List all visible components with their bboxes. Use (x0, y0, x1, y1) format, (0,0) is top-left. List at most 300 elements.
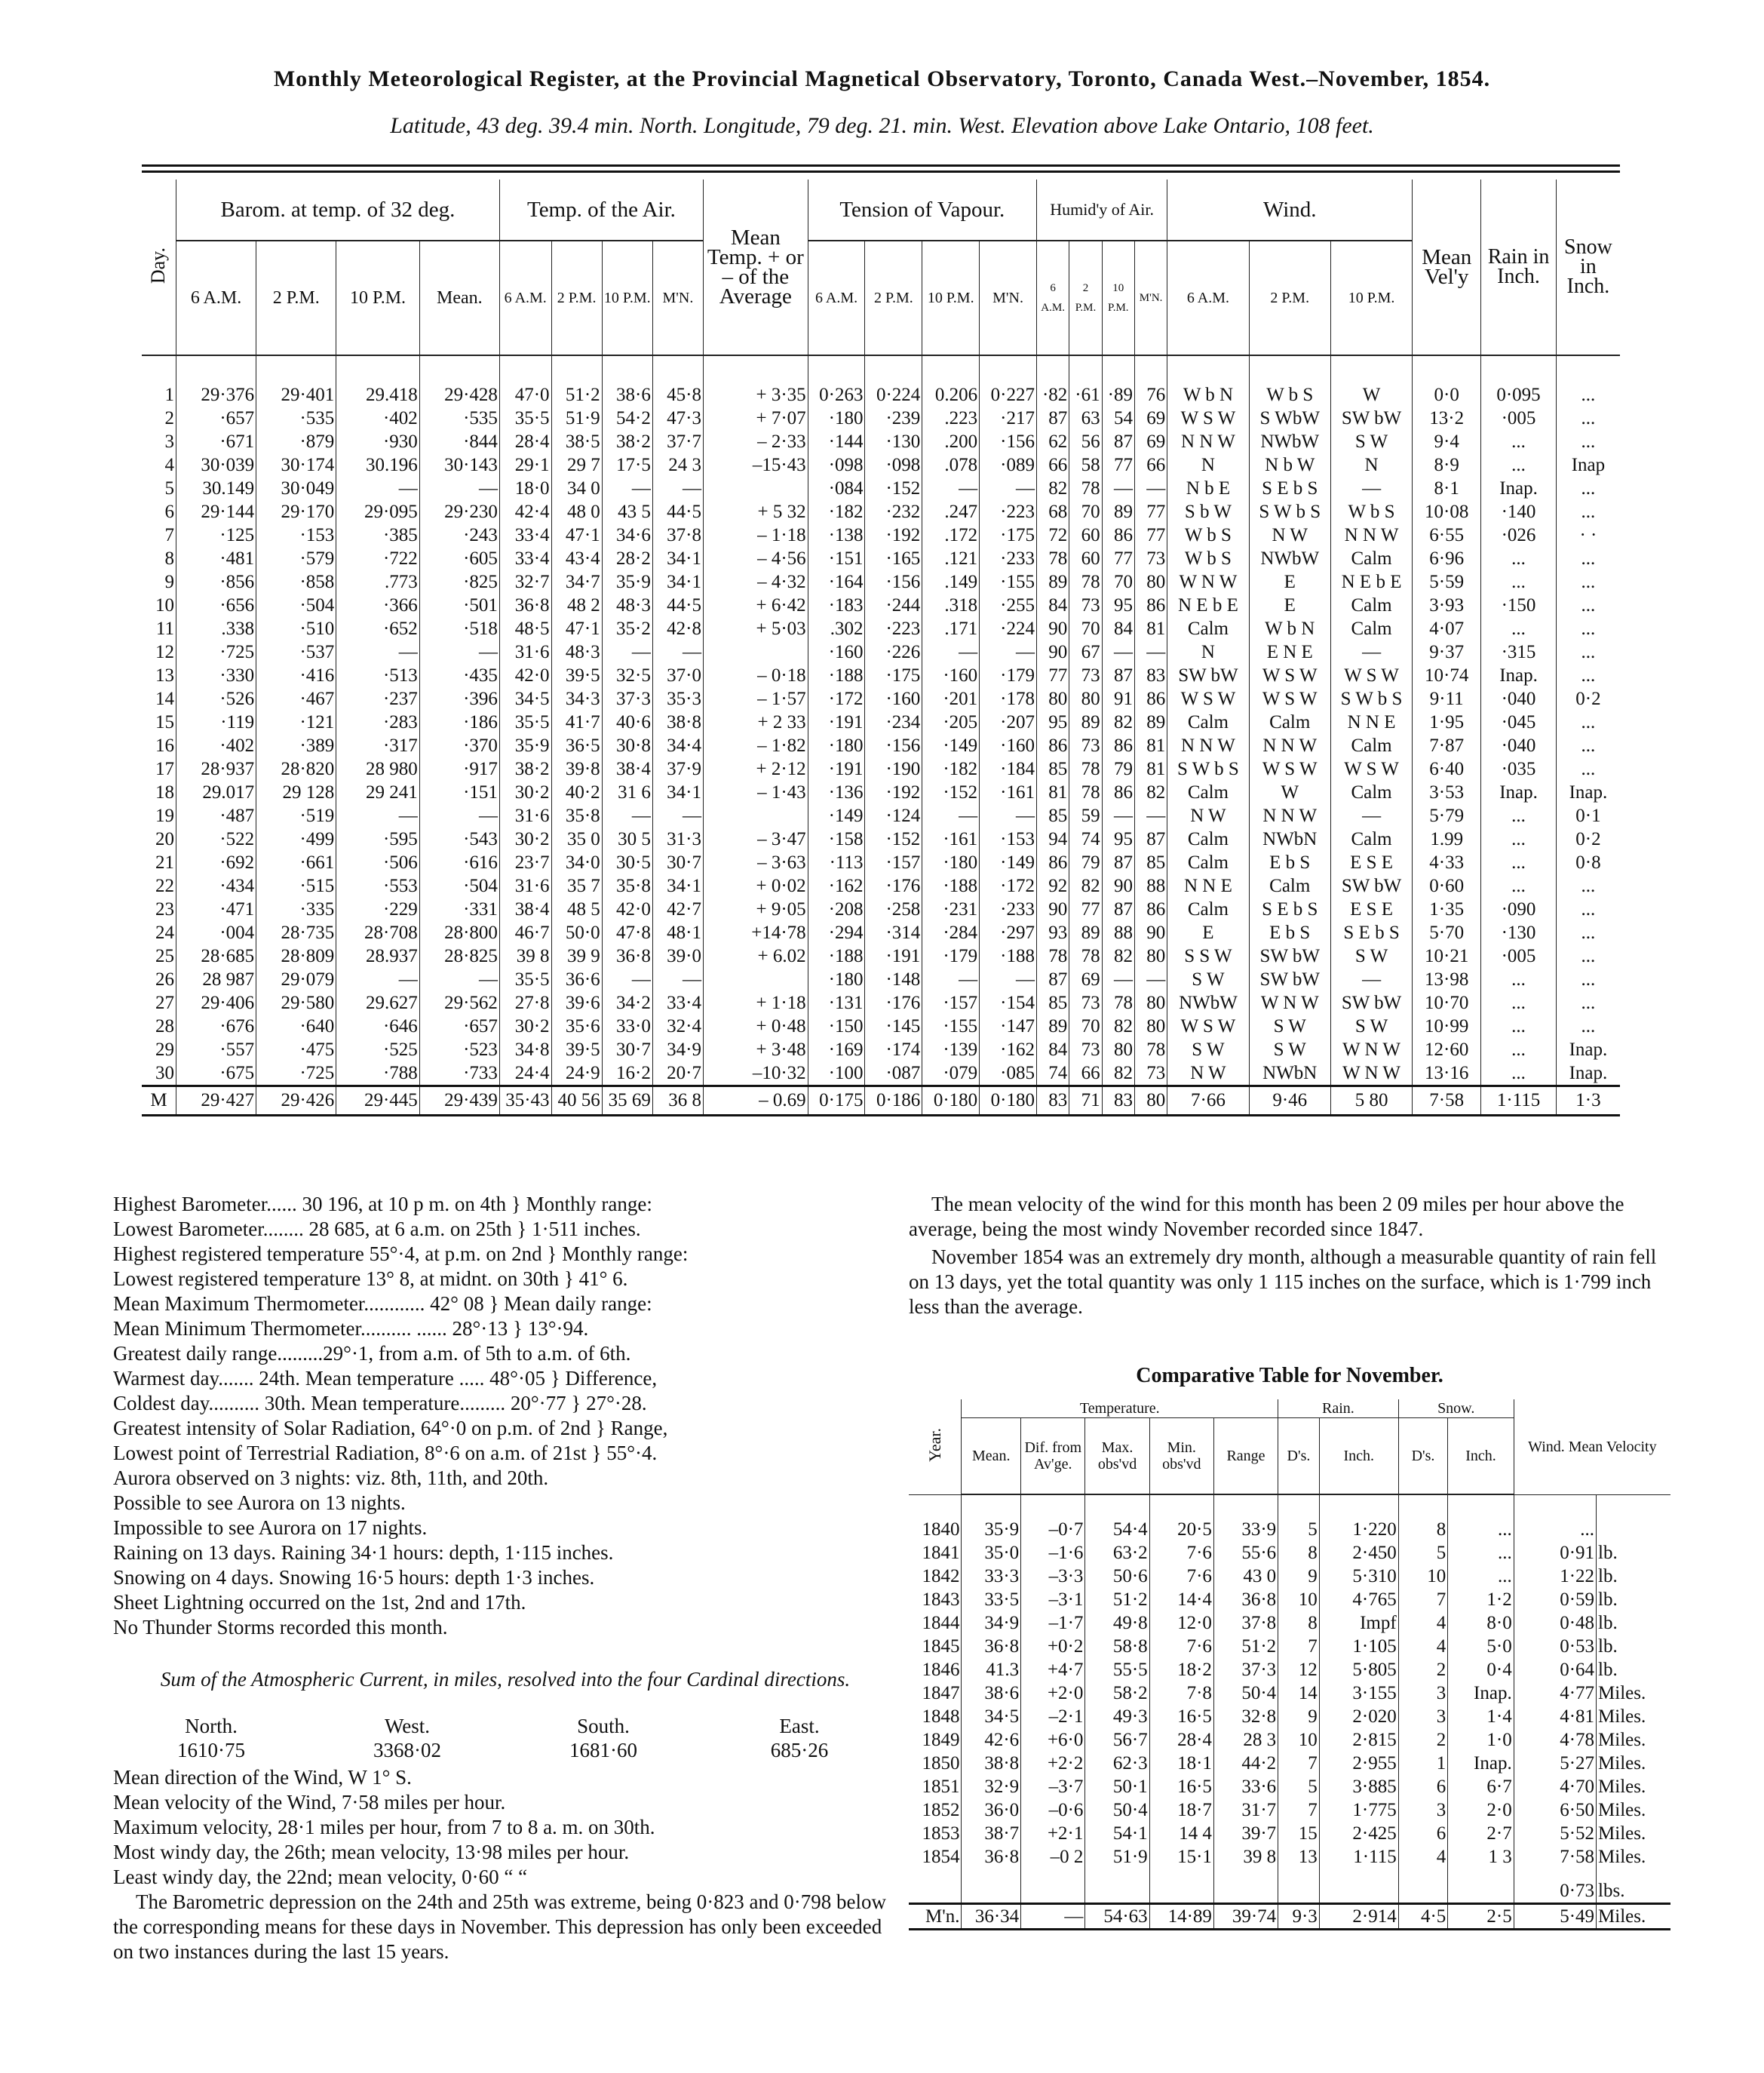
table-cell: 18·0 (499, 477, 551, 500)
note-line: Snowing on 4 days. Snowing 16·5 hours: depth 1·3 inches. (113, 1566, 595, 1589)
note-line: Raining on 13 days. Raining 34·1 hours: depth, 1·115 inches. (113, 1541, 614, 1564)
table-cell: ·153 (256, 524, 336, 547)
table-cell: ·506 (336, 851, 419, 874)
table-cell: – 0·18 (704, 664, 808, 687)
register-body (142, 355, 1620, 1116)
table-cell: 38·6 (602, 355, 652, 407)
comp-mean-cell: 2·914 (1319, 1904, 1398, 1930)
comp-cell: 1846 (922, 1660, 960, 1680)
table-cell: Inap. (1481, 477, 1557, 500)
table-cell: .200 (922, 430, 980, 453)
table-cell: .171 (922, 617, 980, 640)
top-rule (142, 164, 1620, 167)
table-row (142, 640, 1620, 664)
table-cell: N b W (1249, 453, 1330, 477)
comp-cell: 1840 (922, 1519, 960, 1540)
table-cell: 8·9 (1413, 453, 1481, 477)
table-cell: ·579 (256, 547, 336, 570)
table-cell: ·675 (176, 1061, 256, 1086)
table-cell: ·125 (176, 524, 256, 547)
mean-cell: 83 (1036, 1086, 1069, 1116)
table-cell: 34·8 (499, 1038, 551, 1061)
comp-extra-row (909, 1879, 1670, 1904)
table-cell: ·315 (1481, 640, 1557, 664)
table-cell: ·501 (419, 594, 499, 617)
comp-mean-cell: 4·5 (1398, 1904, 1448, 1930)
comp-cell: 8 (1398, 1494, 1448, 1541)
comp-cell: 5 (1278, 1775, 1320, 1798)
table-cell: 86 (1102, 734, 1134, 757)
comp-cell: 34·5 (962, 1705, 1021, 1728)
comp-cell: 2 (1398, 1658, 1448, 1681)
comp-cell: 1·115 (1319, 1845, 1398, 1869)
table-cell: ·152 (922, 781, 980, 804)
table-cell: 23·7 (499, 851, 551, 874)
table-cell: ·284 (922, 921, 980, 944)
table-cell: 32·4 (652, 1015, 703, 1038)
table-cell: 48·3 (602, 594, 652, 617)
table-cell (704, 804, 808, 828)
comp-cell: 1843 (922, 1589, 960, 1610)
table-cell: ·140 (1481, 500, 1557, 524)
table-cell: 28 987 (176, 968, 256, 991)
table-cell: Calm (1249, 711, 1330, 734)
table-cell: ·182 (808, 500, 865, 524)
mean-cell: 71 (1069, 1086, 1102, 1116)
table-cell: 37·0 (652, 664, 703, 687)
table-cell: 39·0 (652, 944, 703, 968)
comp-cell: 3·155 (1319, 1681, 1398, 1705)
table-cell: ·162 (980, 1038, 1037, 1061)
comp-header: Min. obs'vd (1149, 1418, 1213, 1495)
current-header: East. (779, 1715, 820, 1737)
table-cell: ·144 (808, 430, 865, 453)
table-cell: 14 (155, 689, 174, 709)
comp-cell: 3 (1398, 1705, 1448, 1728)
table-cell: 80 (1069, 687, 1102, 711)
table-cell: — (980, 640, 1037, 664)
table-cell: ·676 (176, 1015, 256, 1038)
table-row (142, 991, 1620, 1015)
table-cell: — (652, 804, 703, 828)
comp-cell: 10 (1278, 1728, 1320, 1752)
table-cell: 78 (1036, 547, 1069, 570)
table-cell: W S W (1167, 407, 1249, 430)
note-line: Highest Barometer...... 30 196, at 10 p m. on 4th } Monthly range: (113, 1193, 652, 1215)
table-cell: 48·5 (499, 617, 551, 640)
table-cell: 24 (155, 923, 174, 943)
table-cell: ·130 (865, 430, 922, 453)
comp-cell: 49·3 (1085, 1705, 1149, 1728)
col-header: 10 P.M. (922, 241, 980, 355)
table-cell: 22 (155, 876, 174, 896)
table-cell: + 3·48 (704, 1038, 808, 1061)
table-cell: — (419, 640, 499, 664)
table-cell: 5·70 (1413, 921, 1481, 944)
table-cell: 87 (1102, 430, 1134, 453)
table-cell: 7 (164, 525, 174, 545)
table-cell: ·366 (336, 594, 419, 617)
table-cell: ·396 (419, 687, 499, 711)
comp-cell: 34·9 (962, 1611, 1021, 1635)
table-row (142, 1061, 1620, 1086)
table-cell: ·005 (1481, 944, 1557, 968)
table-cell: E S E (1330, 851, 1412, 874)
table-cell: ·389 (256, 734, 336, 757)
table-cell: 82 (1102, 1061, 1134, 1086)
wind-note: Maximum velocity, 28·1 miles per hour, from 7 to 8 a. m. on 30th. (113, 1816, 655, 1838)
table-cell: — (336, 968, 419, 991)
table-cell: 86 (1102, 781, 1134, 804)
table-cell: SW bW (1330, 991, 1412, 1015)
table-cell: 38·2 (499, 757, 551, 781)
table-cell: 29·406 (176, 991, 256, 1015)
comp-cell: 7·6 (1149, 1565, 1213, 1588)
table-cell: Inap. (1556, 781, 1620, 804)
table-cell: ·331 (419, 898, 499, 921)
table-cell: 28·2 (602, 547, 652, 570)
table-cell: ·149 (922, 734, 980, 757)
comp-cell: 37·8 (1213, 1611, 1278, 1635)
table-cell: ·537 (256, 640, 336, 664)
comp-cell: 12 (1278, 1658, 1320, 1681)
table-cell: 86 (1134, 594, 1167, 617)
remarks (909, 1192, 1670, 1322)
table-cell: + 3·35 (704, 355, 808, 407)
table-cell: W b S (1167, 547, 1249, 570)
comp-cell: 49·8 (1085, 1611, 1149, 1635)
table-cell: — (336, 640, 419, 664)
table-cell: 51·2 (551, 355, 602, 407)
table-cell: N N E (1330, 711, 1412, 734)
col-header: 2 P.M. (1249, 241, 1330, 355)
table-cell: 87 (1102, 898, 1134, 921)
table-cell: ·188 (808, 944, 865, 968)
table-cell: N (1167, 640, 1249, 664)
table-cell: 10·74 (1413, 664, 1481, 687)
table-cell: 91 (1102, 687, 1134, 711)
comp-row (909, 1494, 1670, 1541)
comp-cell: 16·5 (1149, 1705, 1213, 1728)
table-cell: – 1·82 (704, 734, 808, 757)
table-cell: — (419, 968, 499, 991)
table-cell: ·519 (256, 804, 336, 828)
table-cell: 29·428 (419, 355, 499, 407)
table-cell: ·169 (808, 1038, 865, 1061)
comp-cell: Inap. (1448, 1681, 1514, 1705)
table-cell: NWbN (1249, 1061, 1330, 1086)
comp-cell: 1849 (922, 1730, 960, 1750)
comp-cell: –1·7 (1021, 1611, 1085, 1635)
comp-cell: 38·8 (962, 1752, 1021, 1775)
wind-velocity-header: Wind. Mean Velocity (1514, 1399, 1670, 1494)
table-cell: 84 (1102, 617, 1134, 640)
table-cell: W S W (1167, 687, 1249, 711)
table-cell: 30·2 (499, 1015, 551, 1038)
table-row (142, 477, 1620, 500)
rain-header: Rain in Inch. (1481, 180, 1557, 355)
table-cell: ·119 (176, 711, 256, 734)
col-header: 10 P.M. (1102, 241, 1134, 355)
comp-header: Max. obs'vd (1085, 1418, 1149, 1495)
table-cell: ·157 (922, 991, 980, 1015)
table-cell: 34·1 (652, 547, 703, 570)
table-cell: –15·43 (704, 453, 808, 477)
wind-note: Mean direction of the Wind, W 1° S. (113, 1766, 412, 1789)
table-cell: SW bW (1330, 874, 1412, 898)
comp-cell: +4·7 (1021, 1658, 1085, 1681)
table-cell: 40·6 (602, 711, 652, 734)
table-cell: ·671 (176, 430, 256, 453)
comp-header: Range (1213, 1418, 1278, 1495)
table-cell: W S W (1330, 757, 1412, 781)
table-cell: .247 (922, 500, 980, 524)
table-cell: ·079 (922, 1061, 980, 1086)
comp-cell: 7·58 (1514, 1845, 1596, 1869)
table-cell: ·657 (176, 407, 256, 430)
table-cell: — (980, 477, 1037, 500)
table-cell: 4 (164, 455, 174, 475)
table-cell: 41·7 (551, 711, 602, 734)
table-cell: W N W (1249, 991, 1330, 1015)
table-cell: SW bW (1249, 968, 1330, 991)
table-cell: ·258 (865, 898, 922, 921)
temp-header: Temp. of the Air. (499, 180, 703, 241)
current-value: 685·26 (770, 1739, 829, 1761)
table-cell: 39·6 (551, 991, 602, 1015)
table-cell: — (980, 968, 1037, 991)
table-cell: 28·685 (176, 944, 256, 968)
table-cell: 35 0 (551, 828, 602, 851)
table-cell: ·317 (336, 734, 419, 757)
table-cell: 29·170 (256, 500, 336, 524)
table-cell: ·149 (808, 804, 865, 828)
table-cell: 40·2 (551, 781, 602, 804)
table-cell: 66 (1069, 1061, 1102, 1086)
table-cell: ·525 (336, 1038, 419, 1061)
comp-cell: 2·7 (1448, 1822, 1514, 1845)
comparative-title: Comparative Table for November. (1136, 1364, 1443, 1387)
day-header: Day. (142, 180, 176, 355)
table-cell: 37·7 (652, 430, 703, 453)
comp-cell: 4 (1398, 1845, 1448, 1869)
table-row (142, 687, 1620, 711)
table-cell: 3 (164, 431, 174, 452)
table-cell: 42·4 (499, 500, 551, 524)
table-cell: ·190 (865, 757, 922, 781)
comp-cell: 14·4 (1149, 1588, 1213, 1611)
table-cell: 19 (155, 806, 174, 826)
table-cell: ·692 (176, 851, 256, 874)
table-cell: 30·049 (256, 477, 336, 500)
mean-cell: M (142, 1086, 176, 1116)
table-cell: 6·40 (1413, 757, 1481, 781)
table-cell: 30·8 (602, 734, 652, 757)
table-cell: ... (1481, 851, 1557, 874)
current-table (113, 1714, 897, 1762)
table-cell: — (980, 804, 1037, 828)
table-cell: 29·1 (499, 453, 551, 477)
table-cell: ·917 (419, 757, 499, 781)
table-cell: ·174 (865, 1038, 922, 1061)
comp-cell: 2·020 (1319, 1705, 1398, 1728)
table-cell: 8·1 (1413, 477, 1481, 500)
comp-cell: 5·52 (1514, 1822, 1596, 1845)
table-cell: ·467 (256, 687, 336, 711)
table-cell: ... (1556, 594, 1620, 617)
comp-cell: 0·4 (1448, 1658, 1514, 1681)
table-cell: Calm (1330, 828, 1412, 851)
comp-cell: 18·1 (1149, 1752, 1213, 1775)
table-cell: ·172 (808, 687, 865, 711)
table-cell: ·825 (419, 570, 499, 594)
table-cell: 28·809 (256, 944, 336, 968)
table-cell: ·152 (865, 828, 922, 851)
humid-header: Humid'y of Air. (1036, 180, 1167, 241)
table-cell: 29·230 (419, 500, 499, 524)
table-cell: 30 (155, 1063, 174, 1083)
table-cell: — (652, 477, 703, 500)
comp-cell: 58·2 (1085, 1681, 1149, 1705)
table-cell: .149 (922, 570, 980, 594)
table-cell: ·124 (865, 804, 922, 828)
table-cell: Calm (1249, 874, 1330, 898)
table-cell: ·330 (176, 664, 256, 687)
table-row (142, 968, 1620, 991)
table-cell: 82 (1102, 944, 1134, 968)
table-cell: ·499 (256, 828, 336, 851)
comp-cell: –0 2 (1021, 1845, 1085, 1869)
table-cell: – 3·63 (704, 851, 808, 874)
table-cell: 59 (1069, 804, 1102, 828)
table-cell: ·231 (922, 898, 980, 921)
comp-cell: –2·1 (1021, 1705, 1085, 1728)
comp-cell: 35·0 (962, 1541, 1021, 1565)
comp-cell: 44·2 (1213, 1752, 1278, 1775)
table-cell: ·616 (419, 851, 499, 874)
table-cell: 0·2 (1556, 687, 1620, 711)
col-header: 2 P.M. (865, 241, 922, 355)
table-cell: 78 (1102, 991, 1134, 1015)
table-cell: ·656 (176, 594, 256, 617)
table-cell: 69 (1069, 968, 1102, 991)
table-cell: ·161 (980, 781, 1037, 804)
table-cell: ... (1556, 430, 1620, 453)
table-cell: 90 (1036, 617, 1069, 640)
mean-cell: – 0.69 (704, 1086, 808, 1116)
table-cell: 4·33 (1413, 851, 1481, 874)
table-cell: 44·5 (652, 594, 703, 617)
comp-cell: Miles. (1597, 1798, 1670, 1822)
table-row (142, 1038, 1620, 1061)
comp-cell: 1·105 (1319, 1635, 1398, 1658)
table-cell: ·725 (176, 640, 256, 664)
table-cell: 43 5 (602, 500, 652, 524)
comp-cell: 1851 (922, 1777, 960, 1797)
table-cell: 29·144 (176, 500, 256, 524)
table-cell: ·045 (1481, 711, 1557, 734)
comp-row (909, 1588, 1670, 1611)
table-cell: W b N (1249, 617, 1330, 640)
table-cell: ... (1556, 711, 1620, 734)
table-row (142, 594, 1620, 617)
table-row (142, 874, 1620, 898)
col-header: 6 A.M. (499, 241, 551, 355)
comp-cell: 7 (1278, 1798, 1320, 1822)
table-cell: ·605 (419, 547, 499, 570)
table-cell: 77 (1134, 500, 1167, 524)
table-cell: ·186 (419, 711, 499, 734)
table-cell: 30·143 (419, 453, 499, 477)
barometric-note: The Barometric depression on the 24th and 25th was extreme, being 0·823 and 0·798 below the corresponding means for these days in November. This depression has only been exceeded on two instances during the last 15 years. (113, 1890, 886, 1963)
comp-cell: 5 (1398, 1541, 1448, 1565)
comparative-table (909, 1399, 1670, 1930)
table-cell: 13·2 (1413, 407, 1481, 430)
table-cell: 78 (1069, 781, 1102, 804)
table-cell: ·513 (336, 664, 419, 687)
table-cell: — (1102, 968, 1134, 991)
table-cell: S W b S (1167, 757, 1249, 781)
table-cell: 32·5 (602, 664, 652, 687)
table-cell: .223 (922, 407, 980, 430)
table-cell: ·180 (808, 407, 865, 430)
table-cell: Calm (1330, 781, 1412, 804)
table-cell (704, 640, 808, 664)
table-cell: 66 (1036, 453, 1069, 477)
table-cell: W (1249, 781, 1330, 804)
table-cell: ·435 (419, 664, 499, 687)
table-cell: ... (1481, 1061, 1557, 1086)
table-cell: ·402 (336, 407, 419, 430)
comp-cell: +0·2 (1021, 1635, 1085, 1658)
table-row (142, 781, 1620, 804)
comp-cell: 32·8 (1213, 1705, 1278, 1728)
table-cell: 77 (1069, 898, 1102, 921)
table-cell: 27 (155, 993, 174, 1013)
table-cell: 12 (155, 642, 174, 662)
table-cell: ·004 (176, 921, 256, 944)
table-cell: ·160 (808, 640, 865, 664)
table-row (142, 547, 1620, 570)
table-cell: 30·2 (499, 828, 551, 851)
table-cell: E b S (1249, 921, 1330, 944)
table-cell: 63 (1069, 407, 1102, 430)
remark-paragraph: November 1854 was an extremely dry month, although a measurable quantity of rain fell on 13 days, yet the total quantity was only 1 115 inches on the surface, which is 1·799 inch less than the average. (909, 1245, 1657, 1318)
table-cell: 29 7 (551, 453, 602, 477)
table-cell: 68 (1036, 500, 1069, 524)
table-cell: ·722 (336, 547, 419, 570)
comp-cell: 4·70 (1514, 1775, 1596, 1798)
comp-cell: 0·73 (1514, 1879, 1596, 1904)
table-cell: .302 (808, 617, 865, 640)
table-cell: W b S (1330, 500, 1412, 524)
table-cell: ... (1481, 453, 1557, 477)
table-cell: — (1134, 968, 1167, 991)
table-cell: Calm (1330, 734, 1412, 757)
table-cell: 29·401 (256, 355, 336, 407)
table-cell: 28·4 (499, 430, 551, 453)
table-cell: 29·562 (419, 991, 499, 1015)
table-cell: 82 (1134, 781, 1167, 804)
remark-paragraph: The mean velocity of the wind for this month has been 2 09 miles per hour above the average, being the most windy November recorded since 1847. (909, 1193, 1624, 1240)
table-cell: 80 (1036, 687, 1069, 711)
table-cell: 45·8 (652, 355, 703, 407)
table-cell: ·515 (256, 874, 336, 898)
table-cell: ·518 (419, 617, 499, 640)
table-cell: ... (1556, 407, 1620, 430)
comp-cell: 54·4 (1085, 1494, 1149, 1541)
table-cell: ... (1481, 874, 1557, 898)
